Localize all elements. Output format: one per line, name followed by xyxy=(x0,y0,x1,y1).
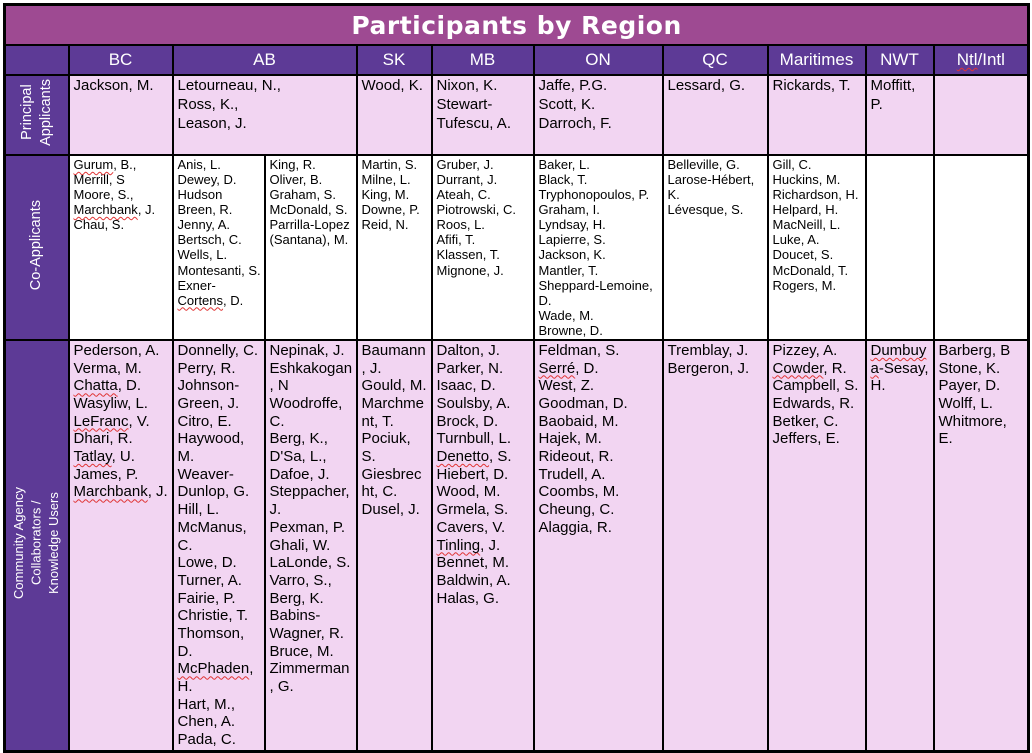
cell-community-ntl-intl xyxy=(934,340,1029,751)
spellchecked-word: Dumbuya xyxy=(870,341,927,377)
participant-name: Mignone, J. xyxy=(436,262,504,278)
participant-name: Parrilla-Lopez (Santana), M. xyxy=(269,217,350,248)
participant-name: Bergeron, J. xyxy=(667,359,750,377)
spellchecked-word: Denetto xyxy=(436,448,490,466)
participant-name: Mantler, T. xyxy=(538,262,599,278)
participant-name: Christie, T. xyxy=(177,607,249,625)
cell-coapplicants-on xyxy=(534,155,663,340)
participant-name: Klassen, T. xyxy=(436,247,500,263)
participant-name: Moore, S., xyxy=(73,187,134,203)
cell-principal-nwt xyxy=(866,75,934,155)
cell-coapplicants-ab-1 xyxy=(173,155,265,340)
participant-name: Doucet, S. xyxy=(772,247,834,263)
cell-community-on xyxy=(534,340,663,751)
participant-name: Tryphonopoulos, P. xyxy=(538,187,650,203)
participant-name: Chau, S. xyxy=(73,217,125,233)
participant-name: Dewey, D. xyxy=(177,172,237,188)
spellchecked-word: Tinling xyxy=(436,536,481,554)
cell-coapplicants-mb xyxy=(432,155,534,340)
participant-name: McPhaden, H. xyxy=(177,660,254,695)
col-header-maritimes: Maritimes xyxy=(768,45,866,75)
spellchecked-word: Ntl xyxy=(956,50,978,69)
column-header-row xyxy=(5,45,1029,75)
participant-name: Hiebert, D. xyxy=(436,465,509,483)
participant-name: Steppacher, J. xyxy=(269,483,350,519)
participant-name: Letourneau, N., xyxy=(177,77,281,94)
participant-name: Berg, K., xyxy=(269,430,328,448)
participant-name: Pederson, A. xyxy=(73,341,160,359)
participant-name: Gurum, B., xyxy=(73,157,137,172)
participant-name: Graham, S. xyxy=(269,187,336,203)
participant-name: Marchbank, J. xyxy=(73,483,168,501)
participant-name: Durrant, J. xyxy=(436,172,498,188)
spellchecked-word: Marchbank xyxy=(73,483,148,501)
participant-name: Whitmore, E. xyxy=(938,412,1007,448)
participant-name: Stewart-Tufescu, A. xyxy=(436,95,511,132)
page-title: Participants by Region xyxy=(5,5,1029,46)
cell-community-ab-1 xyxy=(173,340,265,751)
participant-name: Scott, K. xyxy=(538,95,596,113)
participant-name: Turner, A. xyxy=(177,571,242,589)
row-label-line: Community Agency xyxy=(11,486,27,599)
cell-principal-bc xyxy=(69,75,173,155)
participant-name: Lessard, G. xyxy=(667,77,746,94)
cell-coapplicants-bc xyxy=(69,155,173,340)
participant-name: Leason, J. xyxy=(177,114,247,132)
spellchecked-word: Cowder xyxy=(772,359,824,377)
participant-name: Pada, C. xyxy=(177,731,236,749)
participant-name: Nepinak, J. xyxy=(269,341,345,359)
participant-name: Nixon, K. xyxy=(436,77,498,94)
participant-name: Afifi, T. xyxy=(436,232,476,248)
participant-name: Moffitt, P. xyxy=(870,77,916,113)
participant-name: Belleville, G. xyxy=(667,157,740,172)
row-co-applicants xyxy=(5,155,1029,340)
participant-name: Dalton, J. xyxy=(436,341,500,359)
participant-name: Jeffers, E. xyxy=(772,430,840,448)
participant-name: Rideout, R. xyxy=(538,448,614,466)
participant-name: Anis, L. xyxy=(177,157,221,172)
participant-name: Isaac, D. xyxy=(436,377,496,395)
participant-name: Chatta, D. xyxy=(73,377,142,395)
cell-principal-ntl-intl xyxy=(934,75,1029,155)
participant-name: Merrill, S xyxy=(73,172,125,188)
participant-name: Darroch, F. xyxy=(538,114,612,132)
participant-name: Grmela, S. xyxy=(436,501,509,519)
participant-name: Verma, M. xyxy=(73,359,142,377)
col-header-mb: MB xyxy=(432,45,534,75)
row-label-line: Applicants xyxy=(37,79,54,146)
participant-name: Dafoe, J. xyxy=(269,465,330,483)
row-label-text xyxy=(18,79,56,146)
participant-name: Fairie, P. xyxy=(177,589,236,607)
cell-principal-maritimes xyxy=(768,75,866,155)
participant-name: LeFranc, V. xyxy=(73,412,150,430)
participant-name: Tatlay, U. xyxy=(73,448,135,466)
participant-name: Richardson, H. xyxy=(772,187,859,203)
participant-name: James, P. xyxy=(73,465,139,483)
participant-name: Turnbull, L. xyxy=(436,430,511,448)
cell-coapplicants-sk xyxy=(357,155,432,340)
participant-name: Jackson, K. xyxy=(538,247,606,263)
participant-name: Thomson, D. xyxy=(177,624,245,660)
participant-name: Gill, C. xyxy=(772,157,812,172)
row-label-community-agency-collaborators xyxy=(5,340,69,751)
cell-community-nwt xyxy=(866,340,934,751)
participant-name: Rogers, M. xyxy=(772,277,837,293)
participant-name: Payer, D. xyxy=(938,377,1001,395)
participant-name: Gruber, J. xyxy=(436,157,494,172)
cell-principal-qc xyxy=(663,75,768,155)
participant-name: Johnson-Green, J. xyxy=(177,377,240,412)
row-label-line: Principal xyxy=(18,84,35,141)
participant-name: McDonald, T. xyxy=(772,262,849,278)
participant-name: McDonald, S. xyxy=(269,202,348,218)
participant-name: Marchment, T. xyxy=(361,395,425,430)
cell-coapplicants-ntl-intl xyxy=(934,155,1029,340)
row-label-line: Co-Applicants xyxy=(28,199,45,291)
participant-name: Soulsby, A. xyxy=(436,395,511,412)
spellchecked-word: Cortens xyxy=(177,292,224,308)
participant-name: Perry, R. xyxy=(177,359,236,377)
participant-name: Piotrowski, C. xyxy=(436,202,516,218)
participant-name: Eshkakogan, N xyxy=(269,359,353,395)
participant-name: Wood, M. xyxy=(436,483,501,501)
corner-cell xyxy=(5,45,69,75)
participant-name: Haywood, M. xyxy=(177,430,245,466)
participant-name: Sheppard-Lemoine, D. xyxy=(538,277,653,308)
participant-name: Luke, A. xyxy=(772,232,820,248)
participant-name: Wade, M. xyxy=(538,307,594,323)
participant-name: Chen, A. xyxy=(177,713,236,731)
participant-name: Black, T. xyxy=(538,172,588,188)
row-label-line: Knowledge Users xyxy=(46,491,62,594)
spellchecked-word: LeFranc xyxy=(73,412,129,430)
row-principal-applicants xyxy=(5,75,1029,155)
spellchecked-word: McPhaden xyxy=(177,660,250,678)
cell-community-mb xyxy=(432,340,534,751)
participant-name: Marchbank, J. xyxy=(73,202,156,218)
participant-name: Woodroffe, C. xyxy=(269,395,343,430)
participant-name: Jenny, A. xyxy=(177,217,231,233)
participant-name: MacNeill, L. xyxy=(772,217,841,233)
participant-name: Bertsch, C. xyxy=(177,232,242,248)
cell-principal-ab xyxy=(173,75,357,155)
col-header-bc: BC xyxy=(69,45,173,75)
participant-name: Hart, M., xyxy=(177,695,236,713)
participant-name: Huckins, M. xyxy=(772,172,841,188)
participant-name: Cowder, R. xyxy=(772,359,847,377)
col-header-on: ON xyxy=(534,45,663,75)
participant-name: Varro, S., xyxy=(269,571,332,589)
participant-name: Baobaid, M. xyxy=(538,412,619,430)
participant-name: Donnelly, C. xyxy=(177,341,259,359)
title-row xyxy=(5,5,1029,46)
participant-name: Stone, K. xyxy=(938,359,1001,377)
participant-name: Hajek, M. xyxy=(538,430,602,448)
cell-community-qc xyxy=(663,340,768,751)
participant-name: Graham, I. xyxy=(538,202,600,218)
col-header-sk: SK xyxy=(357,45,432,75)
participant-name: Berg, K. xyxy=(269,589,324,607)
participant-name: Rickards, T. xyxy=(772,77,851,94)
participant-name: Goodman, D. xyxy=(538,395,628,412)
col-header-nwt: NWT xyxy=(866,45,934,75)
spellchecked-word: Serré xyxy=(538,359,576,377)
participant-name: Dusel, J. xyxy=(361,501,420,519)
col-header-qc: QC xyxy=(663,45,768,75)
participant-name: Ross, K., xyxy=(177,95,239,113)
participant-name: Ateah, C. xyxy=(436,187,491,203)
participant-name: Roos, L. xyxy=(436,217,485,233)
cell-coapplicants-ab-2 xyxy=(265,155,357,340)
col-header-ab: AB xyxy=(173,45,357,75)
cell-coapplicants-qc xyxy=(663,155,768,340)
col-header-ntl-intl: Ntl/Intl xyxy=(934,45,1029,75)
participant-name: Martin, S. xyxy=(361,157,418,172)
participant-name: King, R. xyxy=(269,157,316,172)
participant-name: Parker, N. xyxy=(436,359,504,377)
spellchecked-word: Chatta xyxy=(73,377,118,395)
participant-name: Bruce, M. xyxy=(269,642,334,660)
participant-name: Cheung, C. xyxy=(538,501,615,519)
row-label-line: Collaborators / xyxy=(28,500,44,586)
row-label-text xyxy=(10,487,63,599)
participant-name: Gould, M. xyxy=(361,377,427,395)
cell-community-ab-2 xyxy=(265,340,357,751)
participant-name: Citro, E. xyxy=(177,412,232,430)
participant-name: Wells, L. xyxy=(177,247,228,263)
cell-principal-on xyxy=(534,75,663,155)
row-community-agency-collaborators xyxy=(5,340,1029,751)
participant-name: Halas, G. xyxy=(436,589,500,607)
participant-name: Lévesque, S. xyxy=(667,202,744,218)
participant-name: West, Z. xyxy=(538,377,595,395)
participant-name: Baumann, J. xyxy=(361,341,426,377)
cell-community-sk xyxy=(357,340,432,751)
participant-name: Milne, L. xyxy=(361,172,411,188)
participant-name: Bennet, M. xyxy=(436,554,510,572)
participant-name: Oliver, B. xyxy=(269,172,323,188)
participant-name: Babins-Wagner, R. xyxy=(269,607,344,642)
participant-name: Wolff, L. xyxy=(938,395,993,412)
participant-name: Denetto, S. xyxy=(436,448,512,466)
participant-name: Lyndsay, H. xyxy=(538,217,606,233)
participant-name: King, M. xyxy=(361,187,410,203)
participant-name: Lowe, D. xyxy=(177,554,237,572)
participant-name: Brock, D. xyxy=(436,412,499,430)
participant-name: Tinling, J. xyxy=(436,536,501,554)
cell-coapplicants-nwt xyxy=(866,155,934,340)
row-label-co-applicants xyxy=(5,155,69,340)
participant-name: Pexman, P. xyxy=(269,518,346,536)
participant-name: Browne, D. xyxy=(538,322,603,338)
participant-name: Pizzey, A. xyxy=(772,341,838,359)
participant-name: Campbell, S. xyxy=(772,377,859,395)
participant-name: Reid, N. xyxy=(361,217,409,233)
participants-table xyxy=(3,3,1030,753)
cell-community-bc xyxy=(69,340,173,751)
participant-name: Trudell, A. xyxy=(538,465,606,483)
participant-name: LaLonde, S. xyxy=(269,554,351,572)
participant-name: McManus, C. xyxy=(177,518,247,554)
participant-name: Baker, L. xyxy=(538,157,590,172)
participant-name: Lapierre, S. xyxy=(538,232,606,248)
cell-community-maritimes xyxy=(768,340,866,751)
spellchecked-word: Tatlay xyxy=(73,448,112,466)
participant-name: Serré, D. xyxy=(538,359,599,377)
participant-name: Giesbrecht, C. xyxy=(361,465,422,501)
participant-name: Barberg, B xyxy=(938,341,1011,359)
participant-name: Montesanti, S. xyxy=(177,262,261,278)
participant-name: Jackson, M. xyxy=(73,77,154,94)
row-label-principal-applicants xyxy=(5,75,69,155)
participant-name: Jaffe, P.G. xyxy=(538,77,608,94)
participant-name: Wood, K. xyxy=(361,77,423,94)
cell-coapplicants-maritimes xyxy=(768,155,866,340)
participant-name: Hudson Breen, R. xyxy=(177,187,233,218)
participant-name: Zimmerman, G. xyxy=(269,660,350,695)
participant-name: Coombs, M. xyxy=(538,483,620,501)
participant-name: Feldman, S. xyxy=(538,341,620,359)
participant-name: Alaggia, R. xyxy=(538,518,612,536)
cell-principal-sk xyxy=(357,75,432,155)
participant-name: Wasyliw, L. xyxy=(73,395,148,412)
participant-name: Dhari, R. xyxy=(73,430,133,448)
participant-name: Downe, P. xyxy=(361,202,420,218)
participant-name: Exner-Cortens, D. xyxy=(177,277,244,308)
participant-name: Betker, C. xyxy=(772,412,839,430)
spellchecked-word: Gurum xyxy=(73,157,114,172)
participant-name: Tremblay, J. xyxy=(667,341,749,359)
participant-name: Ghali, W. xyxy=(269,536,331,554)
cell-principal-mb xyxy=(432,75,534,155)
participant-name: Edwards, R. xyxy=(772,395,855,412)
participant-name: Dumbuya-Sesay, H. xyxy=(870,341,929,395)
participant-name: Baldwin, A. xyxy=(436,571,511,589)
participant-name: Cavers, V. xyxy=(436,518,506,536)
participant-name: Helpard, H. xyxy=(772,202,839,218)
participant-name: Pociuk, S. xyxy=(361,430,411,466)
participant-name: Larose-Hébert, K. xyxy=(667,172,755,203)
participant-name: D'Sa, L., xyxy=(269,448,327,466)
spellchecked-word: Marchbank xyxy=(73,202,138,218)
participant-name: Weaver-Dunlop, G. xyxy=(177,465,250,501)
row-label-text xyxy=(27,200,46,290)
participant-name: Hill, L. xyxy=(177,501,220,519)
